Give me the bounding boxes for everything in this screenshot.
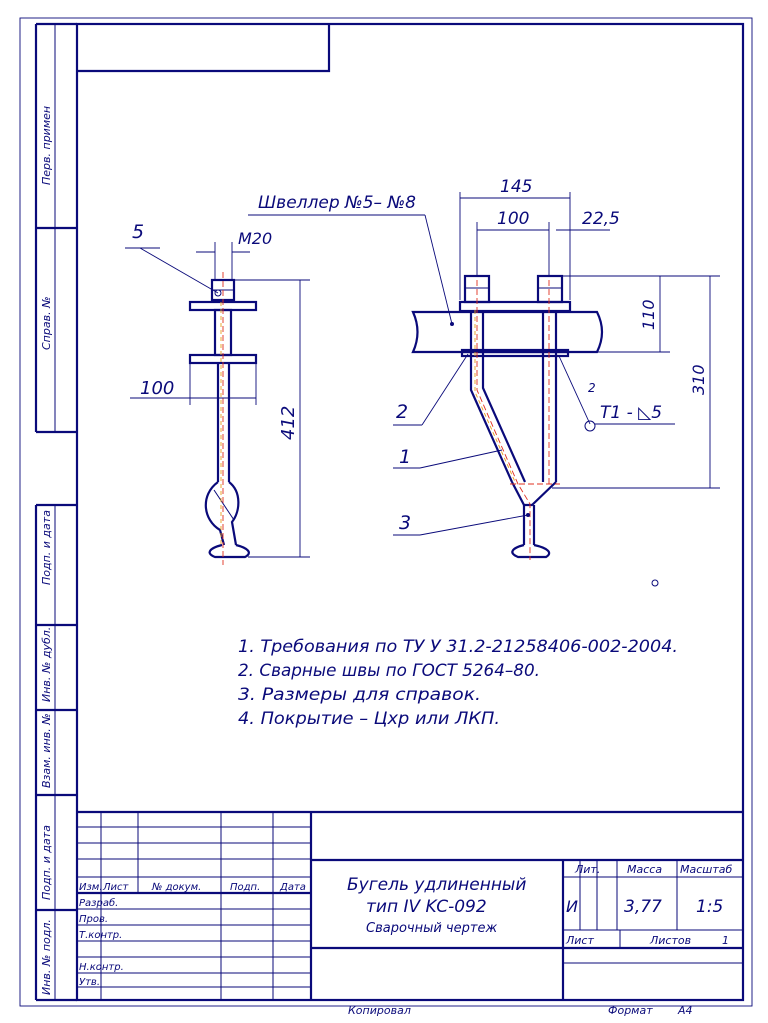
sheets-value: 1 (722, 934, 729, 947)
sheet-label: Лист (566, 934, 594, 947)
row-razrab: Разраб. (79, 898, 119, 909)
note-4: 4. Покрытие – Цхр или ЛКП. (238, 709, 500, 729)
subtitle: Сварочный чертеж (366, 921, 498, 936)
stamp-vzam-inv: Взам. инв. № (40, 713, 53, 788)
row-tkontr: Т.контр. (79, 930, 123, 941)
left-thread-m20: M20 (238, 229, 273, 248)
dim-110: 110 (639, 299, 658, 330)
hdr-doc: № докум. (152, 882, 202, 893)
channel-label: Швеллер №5– №8 (258, 193, 416, 213)
lit-value: И (566, 897, 578, 916)
sheets-label: Листов (650, 934, 692, 947)
top-stamp-box (77, 24, 329, 71)
scale-label: Масштаб (680, 863, 733, 876)
row-utv: Утв. (79, 977, 100, 988)
scale-value: 1:5 (696, 897, 724, 917)
hdr-podp: Подп. (230, 882, 261, 893)
left-dim-412: 412 (278, 405, 299, 440)
label-3: 3 (399, 512, 412, 534)
label-1: 1 (399, 446, 412, 468)
stamp-inv-dubl: Инв. № дубл. (40, 626, 53, 702)
dim-310: 310 (689, 364, 708, 395)
dim-22-5: 22,5 (582, 209, 620, 229)
weld-mark: 2 (588, 381, 596, 395)
title-line-2: тип IV KC-092 (366, 897, 487, 917)
dim-100: 100 (497, 209, 530, 229)
row-nkontr: Н.контр. (79, 962, 124, 973)
stamp-podp-data-1: Подп. и дата (40, 510, 53, 585)
outer-border (20, 18, 752, 1006)
lit-label: Лит. (575, 863, 601, 876)
dim-145: 145 (500, 177, 533, 197)
stamp-perv-primen: Перв. примен (40, 105, 53, 185)
note-3: 3. Размеры для справок. (238, 685, 481, 705)
row-prov: Пров. (79, 914, 109, 925)
mass-label: Масса (627, 863, 663, 876)
note-2: 2. Сварные швы по ГОСТ 5264–80. (238, 661, 540, 681)
weld-note: T1 - ◺5 (600, 403, 663, 423)
left-view (125, 242, 310, 565)
mass-value: 3,77 (624, 897, 662, 917)
footer-format-value: A4 (678, 1004, 693, 1017)
stamp-inv-podl: Инв. № подл. (40, 919, 53, 995)
hdr-data: Дата (280, 882, 306, 893)
note-1: 1. Требования по ТУ У 31.2-21258406-002-2004. (238, 637, 678, 657)
hdr-izm: Изм. (79, 882, 103, 893)
left-dim-100: 100 (140, 378, 175, 399)
right-view (248, 192, 720, 586)
left-label-5: 5 (132, 221, 145, 243)
hdr-list: Лист (103, 882, 129, 893)
label-2: 2 (396, 401, 409, 423)
title-line-1: Бугель удлиненный (347, 875, 527, 895)
footer-format-label: Формат (608, 1004, 653, 1017)
stamp-sprav-no: Справ. № (40, 296, 53, 350)
stamp-podp-data-2: Подп. и дата (40, 825, 53, 900)
footer-copied: Копировал (348, 1004, 411, 1017)
